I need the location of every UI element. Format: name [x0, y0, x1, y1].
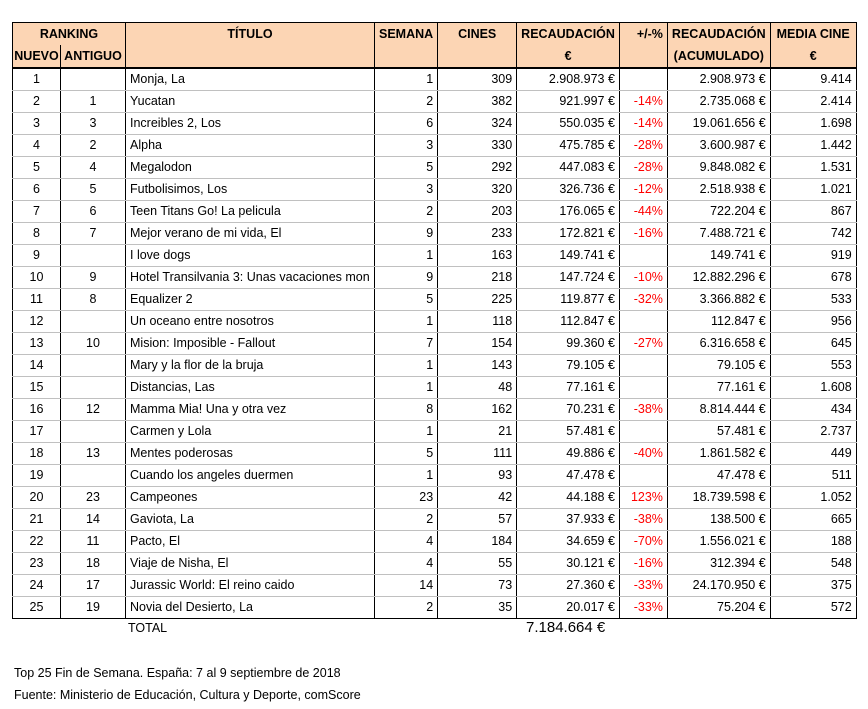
cell-media-cine: 2.737 — [770, 421, 856, 443]
cell-variacion: -14% — [619, 113, 667, 135]
cell-cines: 48 — [438, 377, 517, 399]
cell-media-cine: 553 — [770, 355, 856, 377]
cell-acumulado: 149.741 € — [667, 245, 770, 267]
cell-titulo: Mary y la flor de la bruja — [126, 355, 375, 377]
cell-media-cine: 188 — [770, 531, 856, 553]
cell-antiguo: 11 — [61, 531, 126, 553]
table-row — [13, 553, 857, 575]
cell-media-cine: 548 — [770, 553, 856, 575]
cell-media-cine: 956 — [770, 311, 856, 333]
table-row — [13, 223, 857, 245]
header-recaudacion-unit: € — [517, 45, 620, 68]
header-antiguo: ANTIGUO — [61, 45, 126, 68]
cell-titulo: Un oceano entre nosotros — [126, 311, 375, 333]
cell-media-cine: 867 — [770, 201, 856, 223]
cell-recaudacion: 99.360 € — [517, 333, 620, 355]
cell-recaudacion: 70.231 € — [517, 399, 620, 421]
header-ranking: RANKING — [13, 23, 126, 46]
cell-media-cine: 1.442 — [770, 135, 856, 157]
cell-antiguo — [61, 465, 126, 487]
cell-acumulado: 6.316.658 € — [667, 333, 770, 355]
cell-titulo: Carmen y Lola — [126, 421, 375, 443]
cell-recaudacion: 119.877 € — [517, 289, 620, 311]
cell-acumulado: 18.739.598 € — [667, 487, 770, 509]
cell-cines: 233 — [438, 223, 517, 245]
cell-titulo: Mamma Mia! Una y otra vez — [126, 399, 375, 421]
header-acumulado-sub: (ACUMULADO) — [667, 45, 770, 68]
cell-nuevo: 15 — [13, 377, 61, 399]
cell-cines: 330 — [438, 135, 517, 157]
cell-titulo: Novia del Desierto, La — [126, 597, 375, 619]
cell-recaudacion: 34.659 € — [517, 531, 620, 553]
cell-titulo: Mejor verano de mi vida, El — [126, 223, 375, 245]
cell-recaudacion: 149.741 € — [517, 245, 620, 267]
cell-acumulado: 1.861.582 € — [667, 443, 770, 465]
cell-variacion: -40% — [619, 443, 667, 465]
cell-nuevo: 22 — [13, 531, 61, 553]
cell-variacion: -14% — [619, 91, 667, 113]
cell-titulo: Mentes poderosas — [126, 443, 375, 465]
cell-nuevo: 24 — [13, 575, 61, 597]
cell-titulo: Increibles 2, Los — [126, 113, 375, 135]
table-row — [13, 113, 857, 135]
cell-media-cine: 9.414 — [770, 68, 856, 91]
cell-semana: 1 — [375, 465, 438, 487]
header-semana: SEMANA — [375, 23, 438, 46]
header-semana-blank — [375, 45, 438, 68]
cell-semana: 2 — [375, 201, 438, 223]
table-row — [13, 531, 857, 553]
cell-cines: 35 — [438, 597, 517, 619]
cell-antiguo — [61, 245, 126, 267]
cell-semana: 3 — [375, 179, 438, 201]
cell-acumulado: 3.600.987 € — [667, 135, 770, 157]
cell-semana: 9 — [375, 223, 438, 245]
cell-recaudacion: 176.065 € — [517, 201, 620, 223]
cell-semana: 14 — [375, 575, 438, 597]
cell-antiguo: 3 — [61, 113, 126, 135]
header-variacion: +/-% — [619, 23, 667, 46]
cell-acumulado: 7.488.721 € — [667, 223, 770, 245]
header-recaudacion: RECAUDACIÓN — [517, 23, 620, 46]
cell-variacion: -38% — [619, 509, 667, 531]
cell-media-cine: 375 — [770, 575, 856, 597]
cell-antiguo: 6 — [61, 201, 126, 223]
cell-acumulado: 47.478 € — [667, 465, 770, 487]
cell-semana: 2 — [375, 597, 438, 619]
table-row — [13, 201, 857, 223]
cell-nuevo: 13 — [13, 333, 61, 355]
table-row — [13, 68, 857, 91]
cell-cines: 55 — [438, 553, 517, 575]
cell-nuevo: 5 — [13, 157, 61, 179]
cell-antiguo — [61, 355, 126, 377]
box-office-table — [12, 22, 857, 619]
cell-recaudacion: 79.105 € — [517, 355, 620, 377]
header-recaudacion-acumulado: RECAUDACIÓN — [667, 23, 770, 46]
cell-nuevo: 11 — [13, 289, 61, 311]
cell-acumulado: 8.814.444 € — [667, 399, 770, 421]
cell-antiguo: 4 — [61, 157, 126, 179]
table-row — [13, 443, 857, 465]
total-value: 7.184.664 € — [526, 619, 606, 636]
cell-titulo: Campeones — [126, 487, 375, 509]
cell-nuevo: 17 — [13, 421, 61, 443]
cell-variacion: -28% — [619, 157, 667, 179]
cell-acumulado: 9.848.082 € — [667, 157, 770, 179]
cell-nuevo: 1 — [13, 68, 61, 91]
cell-semana: 8 — [375, 399, 438, 421]
cell-recaudacion: 47.478 € — [517, 465, 620, 487]
cell-cines: 163 — [438, 245, 517, 267]
cell-titulo: Equalizer 2 — [126, 289, 375, 311]
cell-semana: 1 — [375, 421, 438, 443]
cell-media-cine: 449 — [770, 443, 856, 465]
cell-variacion: -32% — [619, 289, 667, 311]
cell-nuevo: 7 — [13, 201, 61, 223]
table-body — [13, 68, 857, 619]
header-nuevo: NUEVO — [13, 45, 61, 68]
cell-cines: 309 — [438, 68, 517, 91]
cell-semana: 1 — [375, 355, 438, 377]
cell-cines: 292 — [438, 157, 517, 179]
cell-acumulado: 2.908.973 € — [667, 68, 770, 91]
cell-semana: 4 — [375, 553, 438, 575]
cell-titulo: Cuando los angeles duermen — [126, 465, 375, 487]
table-row — [13, 399, 857, 421]
cell-antiguo: 12 — [61, 399, 126, 421]
table-row — [13, 487, 857, 509]
table-row — [13, 289, 857, 311]
cell-media-cine: 533 — [770, 289, 856, 311]
cell-nuevo: 19 — [13, 465, 61, 487]
cell-acumulado: 19.061.656 € — [667, 113, 770, 135]
cell-acumulado: 722.204 € — [667, 201, 770, 223]
cell-titulo: Gaviota, La — [126, 509, 375, 531]
cell-media-cine: 665 — [770, 509, 856, 531]
cell-nuevo: 6 — [13, 179, 61, 201]
cell-antiguo: 8 — [61, 289, 126, 311]
cell-recaudacion: 172.821 € — [517, 223, 620, 245]
cell-cines: 162 — [438, 399, 517, 421]
header-row-1 — [13, 23, 857, 46]
cell-nuevo: 25 — [13, 597, 61, 619]
cell-media-cine: 1.608 — [770, 377, 856, 399]
cell-nuevo: 14 — [13, 355, 61, 377]
cell-acumulado: 1.556.021 € — [667, 531, 770, 553]
cell-semana: 4 — [375, 531, 438, 553]
cell-antiguo: 7 — [61, 223, 126, 245]
cell-antiguo — [61, 377, 126, 399]
cell-nuevo: 16 — [13, 399, 61, 421]
cell-acumulado: 57.481 € — [667, 421, 770, 443]
table-row — [13, 311, 857, 333]
cell-nuevo: 12 — [13, 311, 61, 333]
cell-cines: 218 — [438, 267, 517, 289]
cell-recaudacion: 37.933 € — [517, 509, 620, 531]
cell-antiguo: 19 — [61, 597, 126, 619]
cell-recaudacion: 475.785 € — [517, 135, 620, 157]
cell-variacion: -28% — [619, 135, 667, 157]
table-row — [13, 91, 857, 113]
cell-variacion — [619, 355, 667, 377]
cell-recaudacion: 30.121 € — [517, 553, 620, 575]
cell-acumulado: 138.500 € — [667, 509, 770, 531]
table-row — [13, 421, 857, 443]
cell-variacion: -33% — [619, 597, 667, 619]
cell-variacion: -33% — [619, 575, 667, 597]
cell-nuevo: 18 — [13, 443, 61, 465]
cell-acumulado: 3.366.882 € — [667, 289, 770, 311]
cell-acumulado: 112.847 € — [667, 311, 770, 333]
cell-media-cine: 434 — [770, 399, 856, 421]
cell-semana: 1 — [375, 311, 438, 333]
cell-media-cine: 919 — [770, 245, 856, 267]
cell-cines: 57 — [438, 509, 517, 531]
table-row — [13, 157, 857, 179]
cell-semana: 7 — [375, 333, 438, 355]
cell-titulo: Megalodon — [126, 157, 375, 179]
cell-variacion — [619, 465, 667, 487]
cell-nuevo: 2 — [13, 91, 61, 113]
cell-antiguo: 9 — [61, 267, 126, 289]
table-row — [13, 267, 857, 289]
table-row — [13, 575, 857, 597]
cell-recaudacion: 550.035 € — [517, 113, 620, 135]
cell-cines: 73 — [438, 575, 517, 597]
cell-recaudacion: 112.847 € — [517, 311, 620, 333]
cell-media-cine: 1.052 — [770, 487, 856, 509]
cell-nuevo: 23 — [13, 553, 61, 575]
cell-antiguo: 23 — [61, 487, 126, 509]
cell-cines: 324 — [438, 113, 517, 135]
cell-nuevo: 8 — [13, 223, 61, 245]
cell-semana: 23 — [375, 487, 438, 509]
cell-cines: 320 — [438, 179, 517, 201]
cell-acumulado: 2.735.068 € — [667, 91, 770, 113]
table-row — [13, 135, 857, 157]
cell-variacion: -16% — [619, 223, 667, 245]
cell-semana: 2 — [375, 509, 438, 531]
cell-media-cine: 742 — [770, 223, 856, 245]
cell-cines: 203 — [438, 201, 517, 223]
cell-semana: 2 — [375, 91, 438, 113]
header-cines-blank — [438, 45, 517, 68]
cell-acumulado: 79.105 € — [667, 355, 770, 377]
cell-cines: 111 — [438, 443, 517, 465]
cell-variacion: 123% — [619, 487, 667, 509]
cell-antiguo: 1 — [61, 91, 126, 113]
cell-variacion: -44% — [619, 201, 667, 223]
cell-variacion — [619, 68, 667, 91]
cell-recaudacion: 49.886 € — [517, 443, 620, 465]
cell-variacion — [619, 421, 667, 443]
cell-titulo: Pacto, El — [126, 531, 375, 553]
cell-recaudacion: 44.188 € — [517, 487, 620, 509]
cell-media-cine: 572 — [770, 597, 856, 619]
cell-variacion: -70% — [619, 531, 667, 553]
cell-recaudacion: 921.997 € — [517, 91, 620, 113]
cell-cines: 118 — [438, 311, 517, 333]
cell-antiguo: 2 — [61, 135, 126, 157]
cell-nuevo: 9 — [13, 245, 61, 267]
cell-media-cine: 2.414 — [770, 91, 856, 113]
cell-media-cine: 511 — [770, 465, 856, 487]
cell-cines: 382 — [438, 91, 517, 113]
cell-semana: 5 — [375, 157, 438, 179]
cell-cines: 154 — [438, 333, 517, 355]
cell-nuevo: 10 — [13, 267, 61, 289]
cell-recaudacion: 57.481 € — [517, 421, 620, 443]
cell-titulo: Alpha — [126, 135, 375, 157]
cell-semana: 9 — [375, 267, 438, 289]
cell-recaudacion: 20.017 € — [517, 597, 620, 619]
cell-acumulado: 12.882.296 € — [667, 267, 770, 289]
cell-media-cine: 1.698 — [770, 113, 856, 135]
cell-media-cine: 678 — [770, 267, 856, 289]
table-row — [13, 377, 857, 399]
cell-recaudacion: 77.161 € — [517, 377, 620, 399]
cell-acumulado: 77.161 € — [667, 377, 770, 399]
cell-nuevo: 4 — [13, 135, 61, 157]
header-media-cine: MEDIA CINE — [770, 23, 856, 46]
cell-titulo: Distancias, Las — [126, 377, 375, 399]
cell-semana: 1 — [375, 245, 438, 267]
cell-recaudacion: 27.360 € — [517, 575, 620, 597]
cell-semana: 6 — [375, 113, 438, 135]
table-row — [13, 509, 857, 531]
cell-titulo: Teen Titans Go! La pelicula — [126, 201, 375, 223]
footer-period: Top 25 Fin de Semana. España: 7 al 9 septiembre de 2018 — [14, 666, 341, 680]
cell-acumulado: 2.518.938 € — [667, 179, 770, 201]
cell-nuevo: 21 — [13, 509, 61, 531]
cell-media-cine: 1.531 — [770, 157, 856, 179]
header-row-2 — [13, 45, 857, 68]
cell-nuevo: 20 — [13, 487, 61, 509]
table-row — [13, 179, 857, 201]
total-label: TOTAL — [128, 621, 168, 635]
table-row — [13, 597, 857, 619]
cell-variacion: -10% — [619, 267, 667, 289]
header-titulo: TÍTULO — [126, 23, 375, 46]
cell-titulo: Viaje de Nisha, El — [126, 553, 375, 575]
cell-variacion: -27% — [619, 333, 667, 355]
cell-variacion — [619, 311, 667, 333]
table-row — [13, 465, 857, 487]
header-titulo-blank — [126, 45, 375, 68]
cell-antiguo: 18 — [61, 553, 126, 575]
cell-antiguo: 14 — [61, 509, 126, 531]
cell-titulo: Futbolisimos, Los — [126, 179, 375, 201]
header-media-cine-unit: € — [770, 45, 856, 68]
cell-nuevo: 3 — [13, 113, 61, 135]
cell-titulo: Yucatan — [126, 91, 375, 113]
cell-variacion — [619, 377, 667, 399]
cell-antiguo: 13 — [61, 443, 126, 465]
cell-semana: 3 — [375, 135, 438, 157]
cell-cines: 93 — [438, 465, 517, 487]
cell-antiguo: 17 — [61, 575, 126, 597]
cell-semana: 5 — [375, 289, 438, 311]
cell-titulo: Hotel Transilvania 3: Unas vacaciones mon — [126, 267, 375, 289]
cell-cines: 143 — [438, 355, 517, 377]
cell-semana: 5 — [375, 443, 438, 465]
cell-semana: 1 — [375, 377, 438, 399]
footer-source: Fuente: Ministerio de Educación, Cultura y Deporte, comScore — [14, 688, 361, 702]
cell-titulo: Jurassic World: El reino caido — [126, 575, 375, 597]
cell-recaudacion: 326.736 € — [517, 179, 620, 201]
cell-cines: 42 — [438, 487, 517, 509]
cell-recaudacion: 447.083 € — [517, 157, 620, 179]
cell-antiguo — [61, 68, 126, 91]
cell-variacion: -12% — [619, 179, 667, 201]
cell-acumulado: 75.204 € — [667, 597, 770, 619]
cell-variacion: -16% — [619, 553, 667, 575]
cell-antiguo: 10 — [61, 333, 126, 355]
cell-media-cine: 1.021 — [770, 179, 856, 201]
table-row — [13, 245, 857, 267]
cell-semana: 1 — [375, 68, 438, 91]
cell-acumulado: 24.170.950 € — [667, 575, 770, 597]
cell-cines: 21 — [438, 421, 517, 443]
header-variacion-blank — [619, 45, 667, 68]
cell-titulo: Mision: Imposible - Fallout — [126, 333, 375, 355]
cell-antiguo — [61, 311, 126, 333]
cell-variacion — [619, 245, 667, 267]
cell-titulo: Monja, La — [126, 68, 375, 91]
cell-titulo: I love dogs — [126, 245, 375, 267]
header-cines: CINES — [438, 23, 517, 46]
cell-antiguo: 5 — [61, 179, 126, 201]
cell-antiguo — [61, 421, 126, 443]
cell-media-cine: 645 — [770, 333, 856, 355]
cell-recaudacion: 147.724 € — [517, 267, 620, 289]
table-row — [13, 333, 857, 355]
cell-variacion: -38% — [619, 399, 667, 421]
table-row — [13, 355, 857, 377]
cell-acumulado: 312.394 € — [667, 553, 770, 575]
cell-cines: 184 — [438, 531, 517, 553]
cell-cines: 225 — [438, 289, 517, 311]
cell-recaudacion: 2.908.973 € — [517, 68, 620, 91]
